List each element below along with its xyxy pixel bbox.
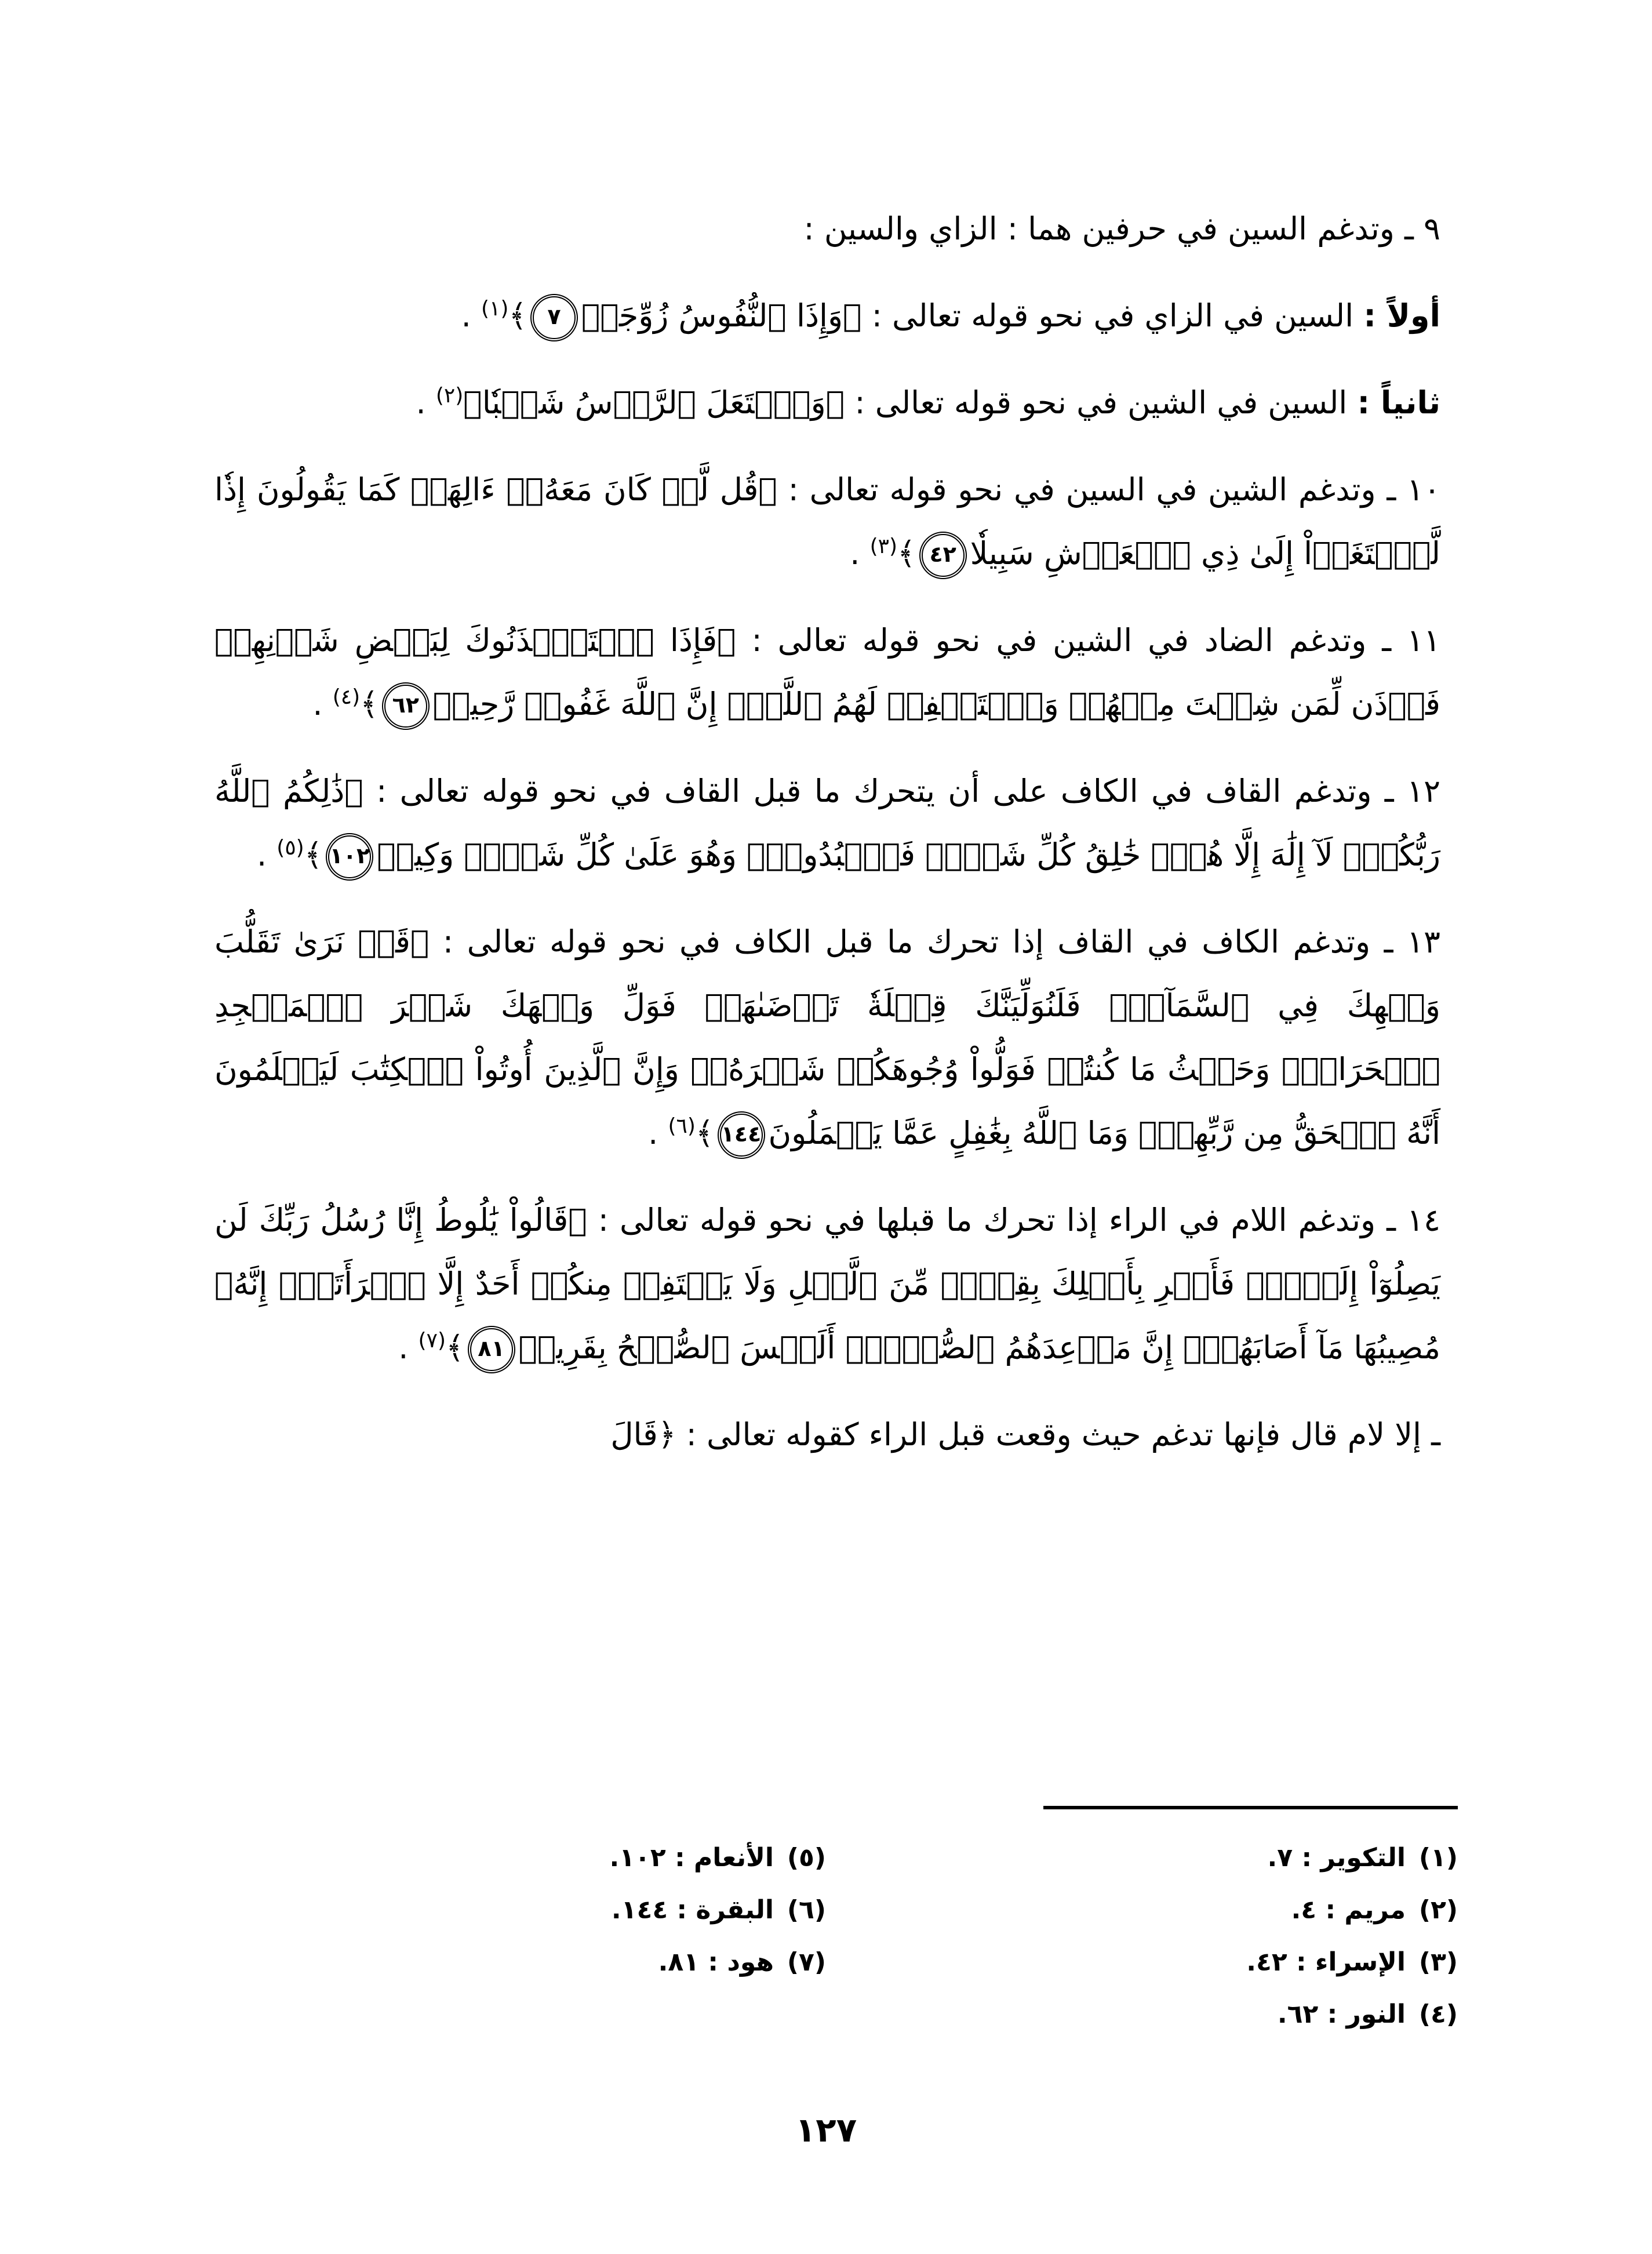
page-number: ١٢٧ [795,2110,857,2150]
footnote-reference: (٣) [869,535,898,558]
verse-close-bracket: ﴾ [360,686,379,722]
paragraph-tail: . [648,1115,668,1151]
footnote-6 [525,1884,826,1936]
paragraph-tail: . [850,535,870,572]
main-text [214,197,1440,1490]
footnote-number: (٢) [1418,1895,1458,1925]
footnote-reference: (٥) [276,836,304,860]
ayah-number-marker: ٨١ [468,1326,515,1373]
footnote-3 [1156,1936,1458,1988]
footnote-number: (٧) [787,1947,826,1977]
footnote-divider [1043,1806,1458,1809]
paragraph-first [214,284,1440,348]
ayah-number-marker: ٦٢ [382,682,430,730]
quran-verse: ﴿قَالُواْ يَٰلُوطُ إِنَّا رُسُلُ رَبِّكَ لَن يَصِلُوٓاْ إِلَيۡكَۖ فَأَسۡرِ بِأَهۡلِكَ بِقِطۡعٖ مِّنَ ٱلَّيۡلِ وَلَا يَلۡتَفِتۡ مِنكُمۡ أَحَدٌ إِلَّا ٱمۡرَأَتَكَۖ إِنَّهُۥ مُصِيبُهَا مَآ أَصَابَهُمۡۚ إِنَّ مَوۡعِدَهُمُ ٱلصُّبۡحُۚ أَلَيۡسَ ٱلصُّبۡحُ بِقَرِيبٖ [214,1202,1440,1366]
paragraph-lead: ثانياً : [1357,384,1440,421]
footnote-text: البقرة : ١٤٤. [611,1895,774,1925]
paragraph-text: ١٠ ـ وتدغم الشين في السين في نحو قوله تعالى : [777,471,1440,508]
footnote-number: (١) [1418,1843,1458,1873]
verse-close-bracket: ﴾ [508,297,527,334]
paragraph-10 [214,458,1440,586]
paragraph-second [214,371,1440,435]
footnote-reference: (١) [481,297,509,321]
quran-verse: ﴿فَإِذَا ٱسۡتَـٔۡذَنُوكَ لِبَعۡضِ شَأۡنِهِمۡ فَأۡذَن لِّمَن شِئۡتَ مِنۡهُمۡ وَٱسۡتَغۡفِرۡ لَهُمُ ٱللَّهَۚ إِنَّ ٱللَّهَ غَفُورٞ رَّحِيمٞ [214,622,1440,722]
paragraph-9 [214,197,1440,261]
quran-verse: ﴿قَدۡ نَرَىٰ تَقَلُّبَ وَجۡهِكَ فِي ٱلسَّمَآءِۖ فَلَنُوَلِّيَنَّكَ قِبۡلَةٗ تَرۡضَىٰهَاۚ فَوَلِّ وَجۡهَكَ شَطۡرَ ٱلۡمَسۡجِدِ ٱلۡحَرَامِۚ وَحَيۡثُ مَا كُنتُمۡ فَوَلُّواْ وُجُوهَكُمۡ شَطۡرَهُۥۗ وَإِنَّ ٱلَّذِينَ أُوتُواْ ٱلۡكِتَٰبَ لَيَعۡلَمُونَ أَنَّهُ ٱلۡحَقُّ مِن رَّبِّهِمۡۗ وَمَا ٱللَّهُ بِغَٰفِلٍ عَمَّا يَعۡمَلُونَ [214,924,1440,1151]
verse-close-bracket: ﴾ [304,837,323,873]
footnote-reference: (٢) [435,384,464,408]
verse-close-bracket: ﴾ [445,1329,464,1366]
ayah-number-marker: ٤٢ [919,532,967,579]
paragraph-12 [214,759,1440,887]
ayah-number-marker: ١٤٤ [718,1111,765,1159]
footnote-1 [1156,1832,1458,1884]
quran-verse: ﴿قُل لَّوۡ كَانَ مَعَهُۥٓ ءَالِهَةٞ كَمَا يَقُولُونَ إِذٗا لَّٱبۡتَغَوۡاْ إِلَىٰ ذِي ٱلۡعَرۡشِ سَبِيلٗا [214,471,1440,572]
footnotes [522,1832,1458,2052]
footnote-4 [1156,1988,1458,2041]
footnote-number: (٤) [1418,1999,1458,2029]
paragraph-13 [214,910,1440,1165]
footnote-reference: (٤) [332,685,361,709]
footnote-5 [525,1832,826,1884]
footnote-text: الإسراء : ٤٢. [1246,1947,1406,1977]
ayah-number-marker: ١٠٢ [326,833,373,881]
footnote-text: هود : ٨١. [658,1947,774,1977]
quran-verse: ﴿قَالَ [610,1416,676,1453]
paragraph-text: السين في الشين في نحو قوله تعالى : [845,384,1358,421]
footnote-text: الأنعام : ١٠٢. [609,1843,774,1873]
paragraph-tail: . [398,1329,419,1366]
paragraph-tail: . [256,837,277,873]
paragraph-lead: أولاً : [1363,297,1440,334]
quran-verse: ﴿وَٱشۡتَعَلَ ٱلرَّأۡسُ شَيۡبٗا﴾ [463,384,845,421]
footnote-number: (٥) [787,1843,826,1873]
footnote-number: (٣) [1418,1947,1458,1977]
paragraph-text: ١٢ ـ وتدغم القاف في الكاف على أن يتحرك ما قبل القاف في نحو قوله تعالى : [363,773,1440,809]
paragraph-text: ١٤ ـ وتدغم اللام في الراء إذا تحرك ما قبلها في نحو قوله تعالى : [587,1202,1440,1238]
footnote-2 [1156,1884,1458,1936]
footnote-text: النور : ٦٢. [1277,1999,1406,2029]
footnote-text: التكوير : ٧. [1267,1843,1406,1873]
footnote-7 [525,1936,826,1988]
paragraph-text: ١١ ـ وتدغم الضاد في الشين في نحو قوله تعالى : [736,622,1440,659]
paragraph-text: ـ إلا لام قال فإنها تدغم حيث وقعت قبل الراء كقوله تعالى : [676,1416,1440,1453]
ayah-number-marker: ٧ [530,294,578,341]
paragraph-14 [214,1188,1440,1380]
verse-close-bracket: ﴾ [897,535,916,572]
verse-close-bracket: ﴾ [695,1115,714,1151]
paragraph-exception [214,1403,1440,1467]
paragraph-11 [214,609,1440,736]
quran-verse: ﴿وَإِذَا ٱلنُّفُوسُ زُوِّجَتۡ [581,297,862,334]
paragraph-text: ٩ ـ وتدغم السين في حرفين هما : الزاي والسين : [803,210,1440,247]
paragraph-tail: . [461,297,481,334]
paragraph-tail: . [312,686,333,722]
paragraph-text: ١٣ ـ وتدغم الكاف في القاف إذا تحرك ما قبل الكاف في نحو قوله تعالى : [429,924,1440,960]
quran-verse: ﴿ذَٰلِكُمُ ٱللَّهُ رَبُّكُمۡۖ لَآ إِلَٰهَ إِلَّا هُوَۖ خَٰلِقُ كُلِّ شَيۡءٖ فَٱعۡبُدُوهُۚ وَهُوَ عَلَىٰ كُلِّ شَيۡءٖ وَكِيلٞ [214,773,1440,873]
footnote-reference: (٦) [668,1114,696,1138]
footnote-text: مريم : ٤. [1291,1895,1406,1925]
footnote-reference: (٧) [418,1329,446,1353]
paragraph-tail: . [416,384,436,421]
paragraph-text: السين في الزاي في نحو قوله تعالى : [861,297,1364,334]
footnote-number: (٦) [787,1895,826,1925]
